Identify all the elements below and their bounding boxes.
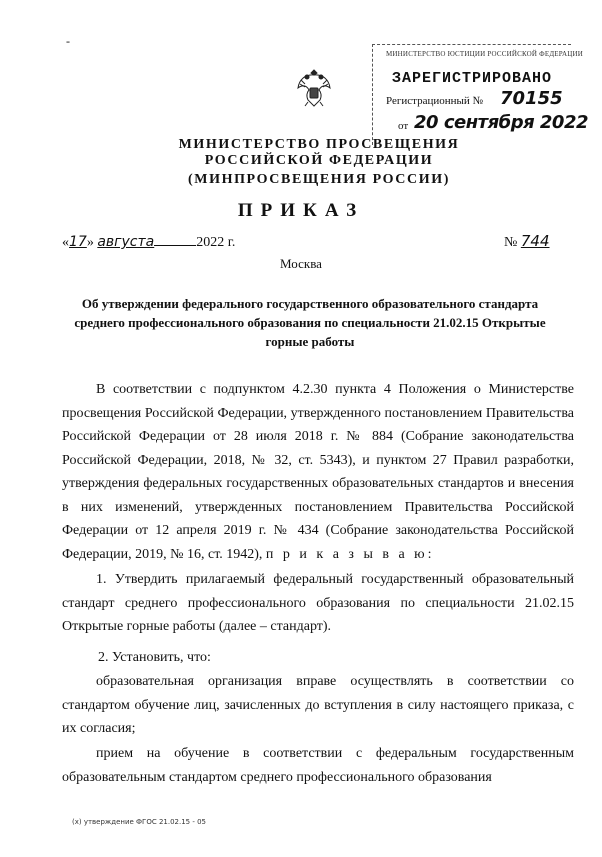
paragraph-1: 1. Утвердить прилагаемый федеральный государственный образовательный стандарт среднего профессионального образования по специальности 21.02.15 Открытые горные работы (далее – стандарт). [62, 572, 574, 634]
order-number-label: № [504, 235, 518, 250]
stamp-date-label: от [398, 120, 409, 132]
order-subject: Об утверждении федерального государственного образовательного стандарта среднего профессионального образования по специальности 21.02.15 Открытые горные работы [74, 296, 546, 349]
ministry-name: МИНИСТЕРСТВО ПРОСВЕЩЕНИЯ [178, 137, 460, 152]
date-quote-close: » [86, 235, 94, 250]
order-date [62, 233, 235, 251]
stamp-header: МИНИСТЕРСТВО ЮСТИЦИИ РОССИЙСКОЙ ФЕДЕРАЦИИ [386, 50, 583, 58]
paragraph-2-item-1: образовательная организация вправе осуществлять в соответствии со стандартом обучение лиц, зачисленных до вступления в силу настоящего приказа, с их согласия; [62, 674, 574, 736]
city: Москва [280, 256, 322, 271]
order-number [504, 232, 550, 251]
preamble-text: В соответствии с подпунктом 4.2.30 пункта 4 Положения о Министерстве просвещения Российской Федерации, утвержденного постановлением Правительства Российской Федерации от 28 июля 2018 г. № 884 (Собрание законодательства Российской Федерации, 2018, № 32, ст. 5343), и пунктом 27 Правил разработки, утверждения федеральных государственных образовательных стандартов и внесения в них изменений, утвержденных постановлением Правительства Российской Федерации от 12 апреля 2019 г. № 434 (Собрание законодательства Российской Федерации, 2019, № 16, ст. 1942), [62, 382, 574, 562]
stamp-reg-number: 70155 [500, 88, 563, 109]
file-footer: (х) утверждение ФГОС 21.02.15 - 05 [72, 818, 207, 826]
stamp-title: ЗАРЕГИСТРИРОВАНО [392, 70, 553, 87]
date-underline [154, 233, 196, 246]
stamp-date-value: 20 сентября 2022 [414, 112, 588, 133]
date-month: августа [97, 234, 155, 250]
date-year: 2022 г. [196, 235, 236, 250]
ministry-country: РОССИЙСКОЙ ФЕДЕРАЦИИ [204, 153, 434, 168]
order-number-value: 744 [520, 232, 550, 250]
coat-of-arms-icon [295, 66, 333, 110]
date-day: 17 [69, 234, 87, 250]
document-type: ПРИКАЗ [237, 200, 365, 221]
preamble-command: п р и к а з ы в а ю: [265, 546, 435, 562]
paragraph-2: 2. Установить, что: [98, 650, 211, 665]
ministry-short-name: (МИНПРОСВЕЩЕНИЯ РОССИИ) [188, 172, 450, 187]
paragraph-preamble [62, 378, 574, 566]
scan-mark: - [66, 34, 70, 48]
paragraph-2-item-2: прием на обучение в соответствии с федеральным государственным образовательным стандартом среднего профессионального образования [62, 746, 574, 785]
stamp-reg-label: Регистрационный № [386, 95, 484, 107]
date-quote-open: « [62, 235, 69, 250]
